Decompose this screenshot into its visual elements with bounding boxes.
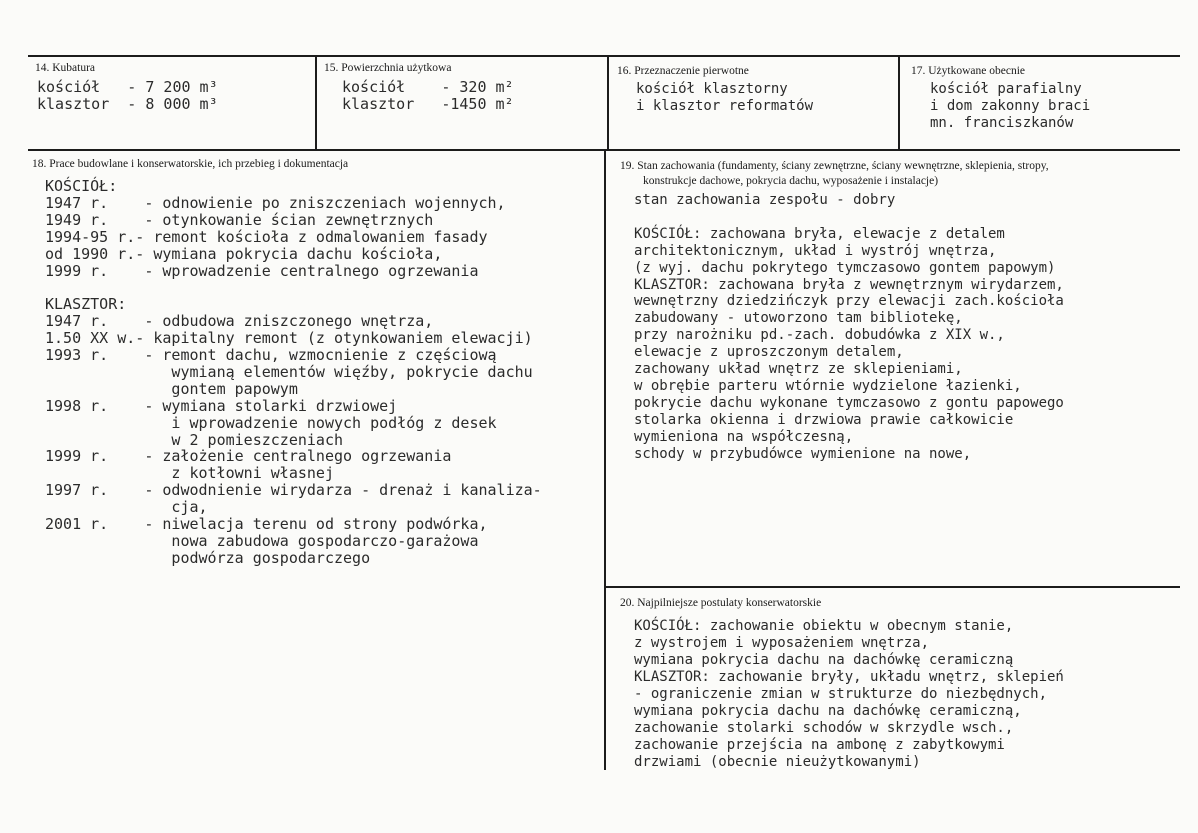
- prace-budowlane-line-18: z kotłowni własnej: [45, 464, 334, 483]
- prace-budowlane-line-10: 1.50 XX w.- kapitalny remont (z otynkowaniem elewacji): [45, 329, 533, 348]
- stan-zachowania-line-14: stolarka okienna i drzwiowa prawie całkowicie: [634, 411, 1014, 428]
- stan-zachowania-line-10: elewacje z uproszczonym detalem,: [634, 344, 904, 361]
- uzytkowane-line-1: kościół parafialny: [930, 81, 1082, 97]
- postulaty-line-8: zachowanie przejścia na ambonę z zabytkowymi: [634, 737, 1005, 753]
- prace-budowlane-line-17: 1999 r. - założenie centralnego ogrzewania: [45, 447, 452, 466]
- przeznaczenie-line-2: i klasztor reformatów: [636, 98, 814, 114]
- prace-budowlane-label: 18. Prace budowlane i konserwatorskie, ich przebieg i dokumentacja: [32, 158, 349, 170]
- powierzchnia-label: 15. Powierzchnia użytkowa: [324, 62, 452, 74]
- stan-zachowania-label-line-1: 19. Stan zachowania (fundamenty, ściany zewnętrzne, ściany wewnętrzne, sklepienia, stropy,: [620, 160, 1049, 172]
- przeznaczenie-label: 16. Przeznaczenie pierwotne: [617, 65, 749, 77]
- kubatura-line-2: klasztor - 8 000 m³: [37, 95, 218, 113]
- prace-budowlane-line-5: od 1990 r.- wymiana pokrycia dachu kościoła,: [45, 244, 443, 263]
- stan-zachowania-line-16: schody w przybudówce wymienione na nowe,: [634, 445, 972, 462]
- prace-budowlane-line-4: 1994-95 r.- remont kościoła z odmalowaniem fasady: [45, 227, 488, 246]
- stan-zachowania-line-7: wewnętrzny dziedzińczyk przy elewacji zach.kościoła: [634, 293, 1064, 310]
- prace-budowlane-line-13: gontem papowym: [45, 379, 298, 398]
- prace-budowlane-line-11: 1993 r. - remont dachu, wzmocnienie z częściową: [45, 346, 497, 364]
- postulaty-line-6: wymiana pokrycia dachu na dachówkę ceramiczną,: [634, 703, 1022, 719]
- prace-budowlane-line-21: 2001 r. - niwelacja terenu od strony podwórka,: [45, 515, 488, 533]
- kubatura-label: 14. Kubatura: [35, 62, 96, 74]
- prace-budowlane-line-6: 1999 r. - wprowadzenie centralnego ogrzewania: [45, 261, 479, 280]
- powierzchnia-line-2: klasztor -1450 m²: [342, 95, 514, 113]
- postulaty-line-9: drzwiami (obecnie nieużytkowanymi): [634, 754, 921, 770]
- postulaty-line-1: KOŚCIÓŁ: zachowanie obiektu w obecnym stanie,: [634, 618, 1014, 634]
- powierzchnia-line-1: kościół - 320 m²: [342, 78, 514, 96]
- postulaty-line-5: - ograniczenie zmian w strukturze do niezbędnych,: [634, 686, 1048, 702]
- postulaty-line-3: wymiana pokrycia dachu na dachówkę ceramiczną: [634, 652, 1014, 668]
- stan-zachowania-line-6: KLASZTOR: zachowana bryła z wewnętrznym wirydarzem,: [634, 276, 1064, 293]
- uzytkowane-line-2: i dom zakonny braci: [930, 98, 1091, 114]
- prace-budowlane-line-1: KOŚCIÓŁ:: [45, 177, 118, 195]
- kubatura-line-1: kościół - 7 200 m³: [37, 78, 218, 96]
- postulaty-label: 20. Najpilniejsze postulaty konserwatorskie: [620, 597, 822, 609]
- uzytkowane-line-3: mn. franciszkanów: [930, 115, 1074, 131]
- divider-14-15: [315, 55, 317, 150]
- divider-16-17: [898, 55, 900, 150]
- stan-zachowania-line-1: stan zachowania zespołu - dobry: [634, 192, 896, 208]
- przeznaczenie-line-1: kościół klasztorny: [636, 81, 788, 97]
- stan-zachowania-line-11: zachowany układ wnętrz ze sklepieniami,: [634, 361, 963, 377]
- prace-budowlane-line-9: 1947 r. - odbudowa zniszczonego wnętrza,: [45, 312, 434, 331]
- postulaty-line-4: KLASZTOR: zachowanie bryły, układu wnętrz, sklepień: [634, 669, 1064, 685]
- divider-19-20: [605, 586, 1180, 588]
- stan-zachowania-line-9: przy narożniku pd.-zach. dobudówka z XIX w.,: [634, 327, 1005, 344]
- prace-budowlane-line-19: 1997 r. - odwodnienie wirydarza - drenaż i kanaliza-: [45, 481, 542, 500]
- divider-15-16: [607, 55, 609, 150]
- prace-budowlane-line-22: nowa zabudowa gospodarczo-garażowa: [45, 531, 479, 550]
- stan-zachowania-label-line-2: konstrukcje dachowe, pokrycia dachu, wyposażenie i instalacje): [643, 175, 939, 187]
- prace-budowlane-line-23: podwórza gospodarczego: [45, 548, 371, 567]
- prace-budowlane-line-15: i wprowadzenie nowych podłóg z desek: [45, 413, 497, 432]
- prace-budowlane-line-3: 1949 r. - otynkowanie ścian zewnętrznych: [45, 210, 434, 229]
- stan-zachowania-line-8: zabudowany - utoworzono tam bibliotekę,: [634, 310, 963, 327]
- divider-18-19: [604, 150, 606, 770]
- stan-zachowania-line-15: wymieniona na współczesną,: [634, 428, 854, 445]
- prace-budowlane-line-14: 1998 r. - wymiana stolarki drzwiowej: [45, 396, 398, 415]
- stan-zachowania-line-13: pokrycie dachu wykonane tymczasowo z gontu papowego: [634, 394, 1064, 411]
- prace-budowlane-line-8: KLASZTOR:: [45, 295, 127, 314]
- prace-budowlane-line-2: 1947 r. - odnowienie po zniszczeniach wojennych,: [45, 193, 506, 212]
- prace-budowlane-line-16: w 2 pomieszczeniach: [45, 430, 344, 449]
- stan-zachowania-line-4: architektonicznym, układ i wystrój wnętrza,: [634, 242, 997, 259]
- postulaty-line-7: zachowanie stolarki schodów w skrzydle wsch.,: [634, 720, 1014, 736]
- stan-zachowania-line-12: w obrębie parteru wtórnie wydzielone łazienki,: [634, 377, 1022, 394]
- uzytkowane-label: 17. Użytkowane obecnie: [911, 65, 1026, 77]
- prace-budowlane-line-20: cja,: [45, 498, 208, 517]
- prace-budowlane-line-12: wymianą elementów więźby, pokrycie dachu: [45, 362, 533, 381]
- postulaty-line-2: z wystrojem i wyposażeniem wnętrza,: [634, 635, 930, 651]
- stan-zachowania-line-5: (z wyj. dachu pokrytego tymczasowo gontem papowym): [634, 259, 1056, 276]
- stan-zachowania-line-3: KOŚCIÓŁ: zachowana bryła, elewacje z detalem: [634, 225, 1005, 242]
- top-border: [28, 55, 1180, 57]
